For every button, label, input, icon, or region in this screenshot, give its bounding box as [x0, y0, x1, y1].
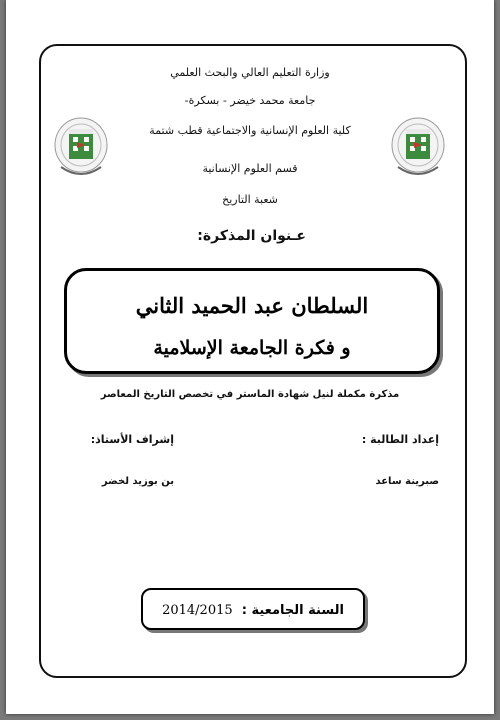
department-line: قسم العلوم الإنسانية: [202, 162, 298, 175]
thesis-title-line1: السلطان عبد الحميد الثاني: [135, 293, 369, 318]
thesis-subtitle: مذكرة مكملة لنيل شهادة الماستر في تخصص التاريخ المعاصر: [100, 389, 400, 400]
university-line: جامعة محمد خيضر - بسكرة-: [184, 94, 316, 107]
student-label: إعداد الطالبة :: [361, 433, 439, 446]
thesis-title-line2: و فكرة الجامعة الإسلامية: [153, 337, 351, 359]
supervisor-label: إشراف الأستاذ:: [90, 433, 174, 446]
academic-year-label: السنة الجامعية :: [241, 603, 344, 618]
student-name: صبرينة ساعد: [375, 476, 439, 487]
title-box: [64, 268, 440, 374]
supervisor-name: بن بوزيد لخضر: [101, 476, 174, 487]
faculty-line: كلية العلوم الإنسانية والاجتماعية قطب شتمة: [149, 124, 351, 137]
ministry-line: وزارة التعليم العالي والبحث العلمي: [170, 66, 330, 79]
academic-year-value: 2014/2015: [162, 603, 233, 618]
document-page: [6, 0, 494, 714]
branch-line: شعبة التاريخ: [222, 193, 278, 206]
academic-year-box: [141, 588, 365, 630]
memo-title-label: عـنوان المذكرة:: [197, 228, 306, 244]
